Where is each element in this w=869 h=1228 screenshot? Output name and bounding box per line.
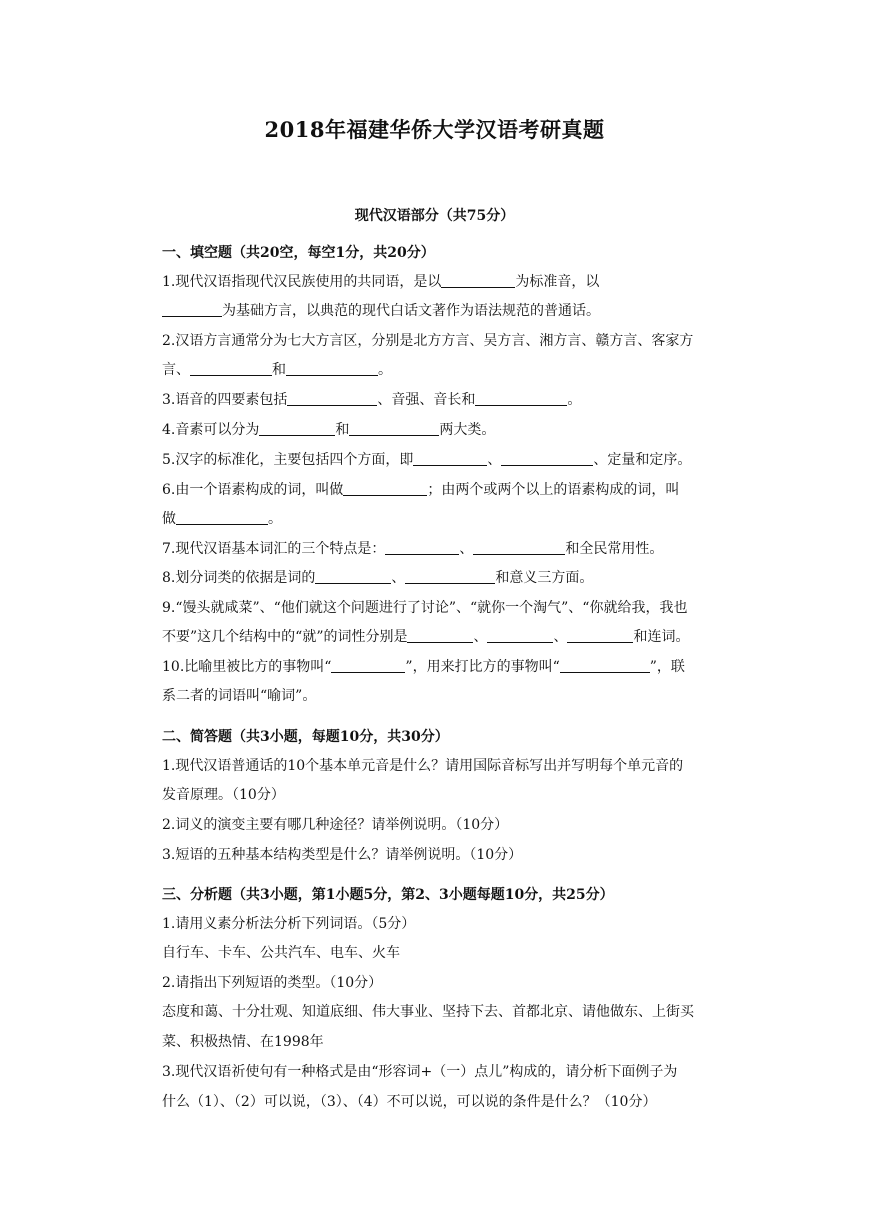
fill-blank xyxy=(473,540,565,555)
s3-q2-words-line2: 菜、积极热情、在1998年 xyxy=(162,1034,324,1050)
fill-blank xyxy=(487,628,553,643)
q1-text-b: 为标准音，以 xyxy=(515,274,600,290)
fill-blank xyxy=(560,658,650,673)
q4-text-a: 4.音素可以分为 xyxy=(162,422,260,438)
q2-line1: 2.汉语方言通常分为七大方言区，分别是北方方言、吴方言、湘方言、赣方言、客家方 xyxy=(162,333,694,349)
s2-q2-line: 2.词义的演变主要有哪几种途径？请举例说明。（10分） xyxy=(162,817,509,833)
s3-q1-words: 自行车、卡车、公共汽车、电车、火车 xyxy=(162,945,400,961)
q10-line2: 系二者的词语叫“喻词”。 xyxy=(162,688,317,704)
fill-blank xyxy=(343,481,427,496)
fill-blank xyxy=(287,391,377,406)
q6-line1 xyxy=(162,480,679,500)
q9-text-e: 和连词。 xyxy=(633,629,690,645)
q8-text-c: 和意义三方面。 xyxy=(495,570,594,586)
fill-blank xyxy=(407,628,473,643)
q9-text-c: 、 xyxy=(473,629,488,645)
s3-q2-line: 2.请指出下列短语的类型。（10分） xyxy=(162,975,383,991)
fill-blank xyxy=(349,421,439,436)
fill-blank xyxy=(286,361,378,376)
q2-text-b: 言、 xyxy=(162,362,190,378)
q5-line xyxy=(162,450,691,470)
s3-q1-line: 1.请用义素分析法分析下列词语。（5分） xyxy=(162,916,416,932)
q1-text-c: 为基础方言，以典范的现代白话文著作为语法规范的普通话。 xyxy=(222,303,600,319)
q6-text-b: ；由两个或两个以上的语素构成的词，叫 xyxy=(427,482,680,498)
s2-q3-line: 3.短语的五种基本结构类型是什么？请举例说明。（10分） xyxy=(162,847,523,863)
s3-q3-line2: 什么（1）、（2）可以说，（3）、（4）不可以说，可以说的条件是什么？（10分） xyxy=(162,1094,657,1110)
s3-q3-line1: 3.现代汉语祈使句有一种格式是由“形容词+（一）点儿”构成的，请分析下面例子为 xyxy=(162,1064,678,1080)
fill-blank xyxy=(259,421,335,436)
q6-line2 xyxy=(162,509,282,529)
q8-text-a: 8.划分词类的依据是词的 xyxy=(162,570,316,586)
q2-text-c: 和 xyxy=(272,362,286,378)
fill-blank xyxy=(475,391,567,406)
q10-line1 xyxy=(162,657,685,677)
q9-line2 xyxy=(162,627,689,647)
q4-line xyxy=(162,420,495,440)
q5-text-c: 、定量和定序。 xyxy=(593,452,692,468)
section3-heading: 三、分析题（共3小题，第1小题5分，第2、3小题每题10分，共25分） xyxy=(162,887,614,903)
document-title: 2018年福建华侨大学汉语考研真题 xyxy=(264,117,605,142)
q9-line1: 9.“馒头就咸菜”、“他们就这个问题进行了讨论”、“就你一个淘气”、“你就给我，我也 xyxy=(162,600,688,616)
q1-text-a: 1.现代汉语指现代汉民族使用的共同语，是以 xyxy=(162,274,442,290)
q8-text-b: 、 xyxy=(391,570,406,586)
q3-text-b: 、音强、音长和 xyxy=(377,392,476,408)
q9-text-b: 不要”这几个结构中的“就”的词性分别是 xyxy=(162,629,408,645)
fill-blank xyxy=(315,569,391,584)
q10-text-a: 10.比喻里被比方的事物叫“ xyxy=(162,659,332,675)
q1-line2 xyxy=(162,301,600,321)
q6-text-d: 。 xyxy=(268,511,282,527)
fill-blank xyxy=(385,540,459,555)
s2-q1-line1: 1.现代汉语普通话的10个基本单元音是什么？请用国际音标写出并写明每个单元音的 xyxy=(162,758,684,774)
q2-text-d: 。 xyxy=(378,362,392,378)
q9-text-d: 、 xyxy=(553,629,568,645)
q6-text-c: 做 xyxy=(162,511,176,527)
q3-text-a: 3.语音的四要素包括 xyxy=(162,392,288,408)
q10-text-c: ”，联 xyxy=(649,659,685,675)
s2-q1-line2: 发音原理。（10分） xyxy=(162,787,285,803)
fill-blank xyxy=(162,302,222,317)
q7-line xyxy=(162,539,663,559)
q10-text-b: ”，用来打比方的事物叫“ xyxy=(405,659,560,675)
fill-blank xyxy=(405,569,495,584)
q3-text-c: 。 xyxy=(567,392,582,408)
q2-line2 xyxy=(162,360,392,380)
q7-text-b: 、 xyxy=(459,541,474,557)
q4-text-c: 两大类。 xyxy=(439,422,496,438)
q8-line xyxy=(162,568,593,588)
q5-text-b: 、 xyxy=(487,452,502,468)
q3-line xyxy=(162,390,581,410)
s3-q2-words-line1: 态度和蔼、十分壮观、知道底细、伟大事业、坚持下去、首都北京、请他做东、上街买 xyxy=(162,1004,694,1020)
q4-text-b: 和 xyxy=(335,422,350,438)
fill-blank xyxy=(567,628,633,643)
section-subtitle: 现代汉语部分（共75分） xyxy=(354,208,515,224)
q5-text-a: 5.汉字的标准化，主要包括四个方面，即 xyxy=(162,452,414,468)
section1-heading: 一、填空题（共20空，每空1分，共20分） xyxy=(162,245,435,261)
fill-blank xyxy=(413,451,487,466)
fill-blank xyxy=(501,451,593,466)
fill-blank xyxy=(190,361,272,376)
q6-text-a: 6.由一个语素构成的词，叫做 xyxy=(162,482,344,498)
q7-text-c: 和全民常用性。 xyxy=(565,541,664,557)
fill-blank xyxy=(176,510,268,525)
section2-heading: 二、简答题（共3小题，每题10分，共30分） xyxy=(162,729,449,745)
q7-text-a: 7.现代汉语基本词汇的三个特点是： xyxy=(162,541,386,557)
fill-blank xyxy=(331,658,405,673)
fill-blank xyxy=(441,273,515,288)
q1-line1 xyxy=(162,272,599,292)
